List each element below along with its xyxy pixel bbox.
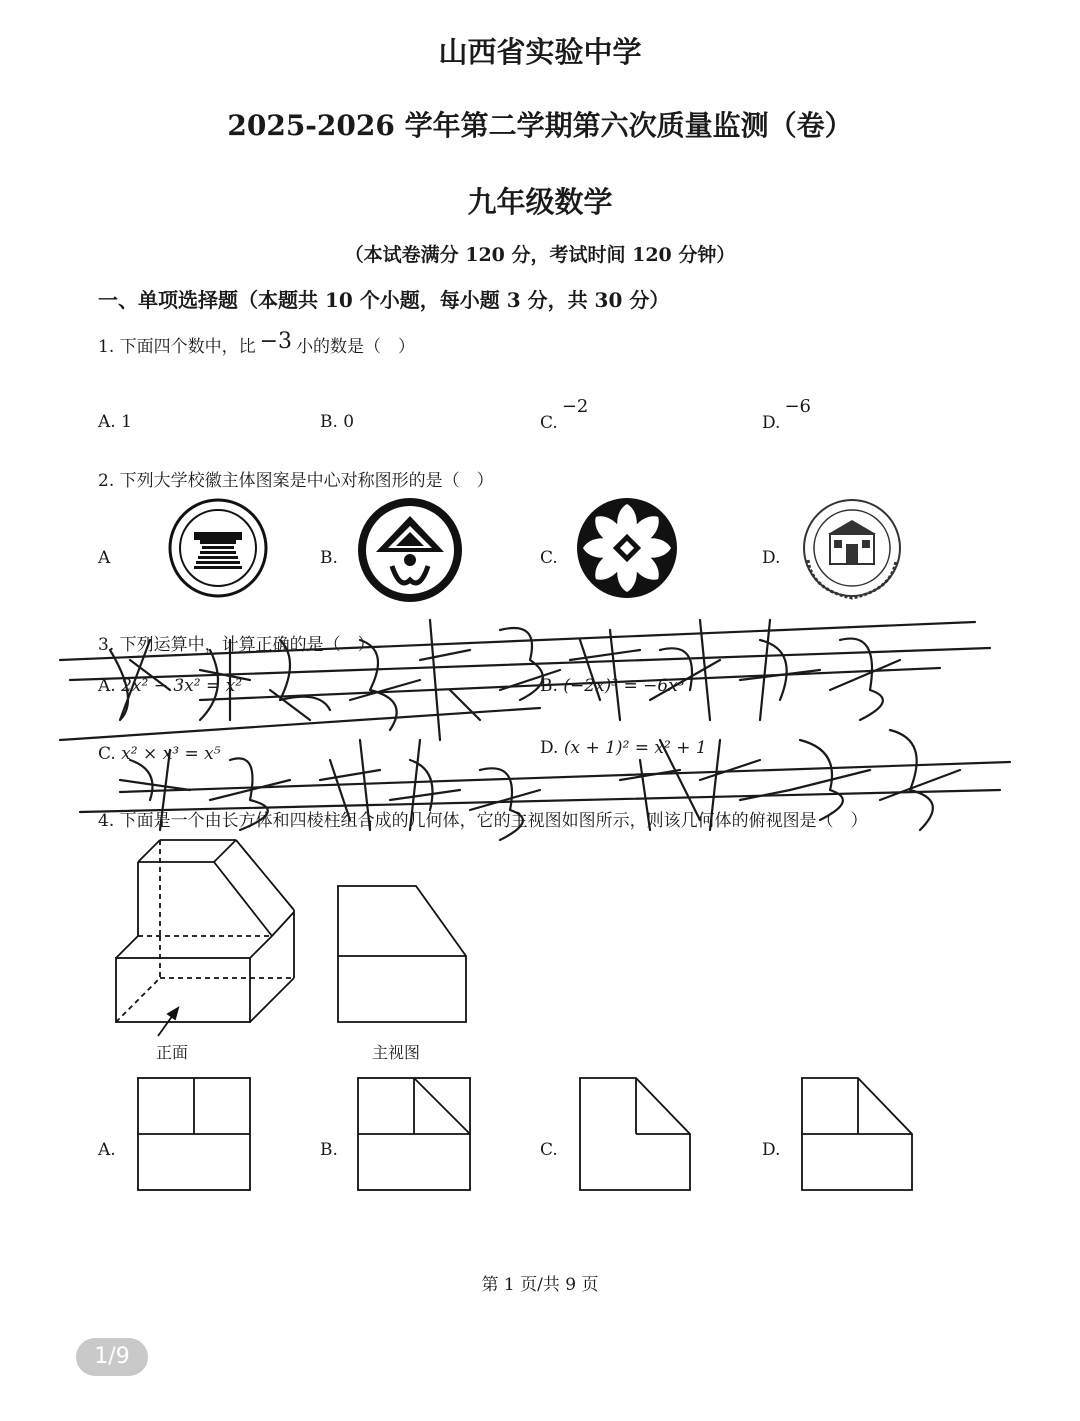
q2-option-d-label: D. xyxy=(762,548,781,568)
q2-option-b-label: B. xyxy=(320,548,338,568)
q3-option-c-label: C. xyxy=(98,744,116,764)
subject-title: 九年级数学 xyxy=(467,185,613,219)
q4-option-d-label: D. xyxy=(762,1140,781,1160)
q1-option-d-value: −6 xyxy=(784,396,811,417)
question-3: 3. 下列运算中，计算正确的是（ ） xyxy=(98,635,375,655)
page-counter-badge[interactable]: 1/9 xyxy=(76,1338,148,1376)
question-1-prefix: 1. 下面四个数中，比 xyxy=(98,337,256,357)
q3-option-a-label: A. xyxy=(98,676,116,696)
q2-option-c-label: C. xyxy=(540,548,558,568)
q4-option-c-label: C. xyxy=(540,1140,558,1160)
question-2: 2. 下列大学校徽主体图案是中心对称图形的是（ ） xyxy=(98,471,494,491)
q1-option-d-label: D. xyxy=(762,413,781,433)
q2-option-a-label: A xyxy=(98,548,111,568)
q3-option-c-expr: x² × x³ = x⁵ xyxy=(121,744,221,764)
q1-option-c-label: C. xyxy=(540,413,558,433)
page-footer: 第 1 页/共 9 页 xyxy=(481,1275,599,1295)
q3-option-a-expr: 2x² − 3x² = x² xyxy=(121,676,243,696)
question-1-suffix: 小的数是（ ） xyxy=(296,337,416,357)
q3-option-b-label: B. xyxy=(540,676,558,696)
exam-note: （本试卷满分 120 分，考试时间 120 分钟） xyxy=(344,244,736,266)
exam-title: 2025-2026 学年第二学期第六次质量监测（卷） xyxy=(227,109,853,142)
front-label: 正面 xyxy=(156,1043,189,1062)
q1-option-b-label: B. 0 xyxy=(320,412,355,432)
school-name: 山西省实验中学 xyxy=(438,35,642,69)
q3-option-d-label: D. xyxy=(540,738,559,758)
q3-option-b-expr: (−2x)³ = −6x³ xyxy=(563,676,685,696)
q1-option-a-label: A. 1 xyxy=(98,412,132,432)
question-1-math: −3 xyxy=(259,329,293,354)
q4-option-b-label: B. xyxy=(320,1140,338,1160)
q3-option-d-expr: (x + 1)² = x² + 1 xyxy=(563,738,707,758)
q4-option-a-label: A. xyxy=(98,1140,116,1160)
question-4: 4. 下面是一个由长方体和四棱柱组合成的几何体，它的主视图如图所示，则该几何体的俯视图是（ ） xyxy=(98,811,868,831)
section-title: 一、单项选择题（本题共 10 个小题，每小题 3 分，共 30 分） xyxy=(98,288,670,312)
q1-option-c-value: −2 xyxy=(561,396,589,417)
main-view-label: 主视图 xyxy=(372,1043,421,1062)
